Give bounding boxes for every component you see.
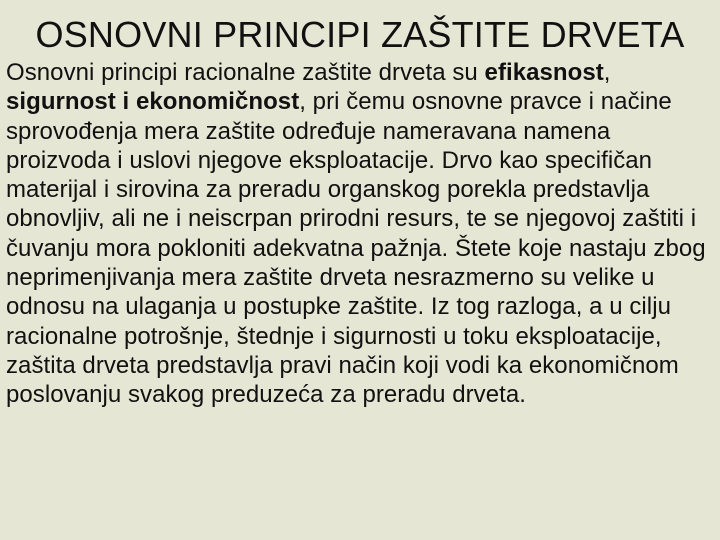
slide-body-paragraph bbox=[6, 58, 712, 410]
body-term-efikasnost: efikasnost bbox=[484, 59, 604, 86]
body-intro-text: Osnovni principi racionalne zaštite drveta su bbox=[6, 59, 485, 86]
body-rest-text: , pri čemu osnovne pravce i načine sprovođenja mera zaštite određuje nameravana namena proizvoda i uslovi njegove eksploatacije. Drvo kao specifičan materijal i sirovina za preradu organskog porekla predstavlja obnovljiv, ali ne i neiscrpan prirodni resurs, te se njegovoj zaštiti i čuvanju mora pokloniti adekvatna pažnja. Štete koje nastaju zbog neprimenjivanja mera zaštite drveta nesrazmerno su velike u odnosu na ulaganja u postupke zaštite. Iz tog razloga, a u cilju racionalne potrošnje, štednje i sigurnosti u toku eksploatacije, zaštita drveta predstavlja pravi način koji vodi ka ekonomičnom poslovanju svakog preduzeća za preradu drveta. bbox=[6, 88, 706, 409]
slide-title: OSNOVNI PRINCIPI ZAŠTITE DRVETA bbox=[35, 14, 685, 55]
body-term-sigurnost-ekonomicnost: sigurnost i ekonomičnost bbox=[6, 88, 300, 116]
body-separator-text: , bbox=[603, 59, 611, 86]
